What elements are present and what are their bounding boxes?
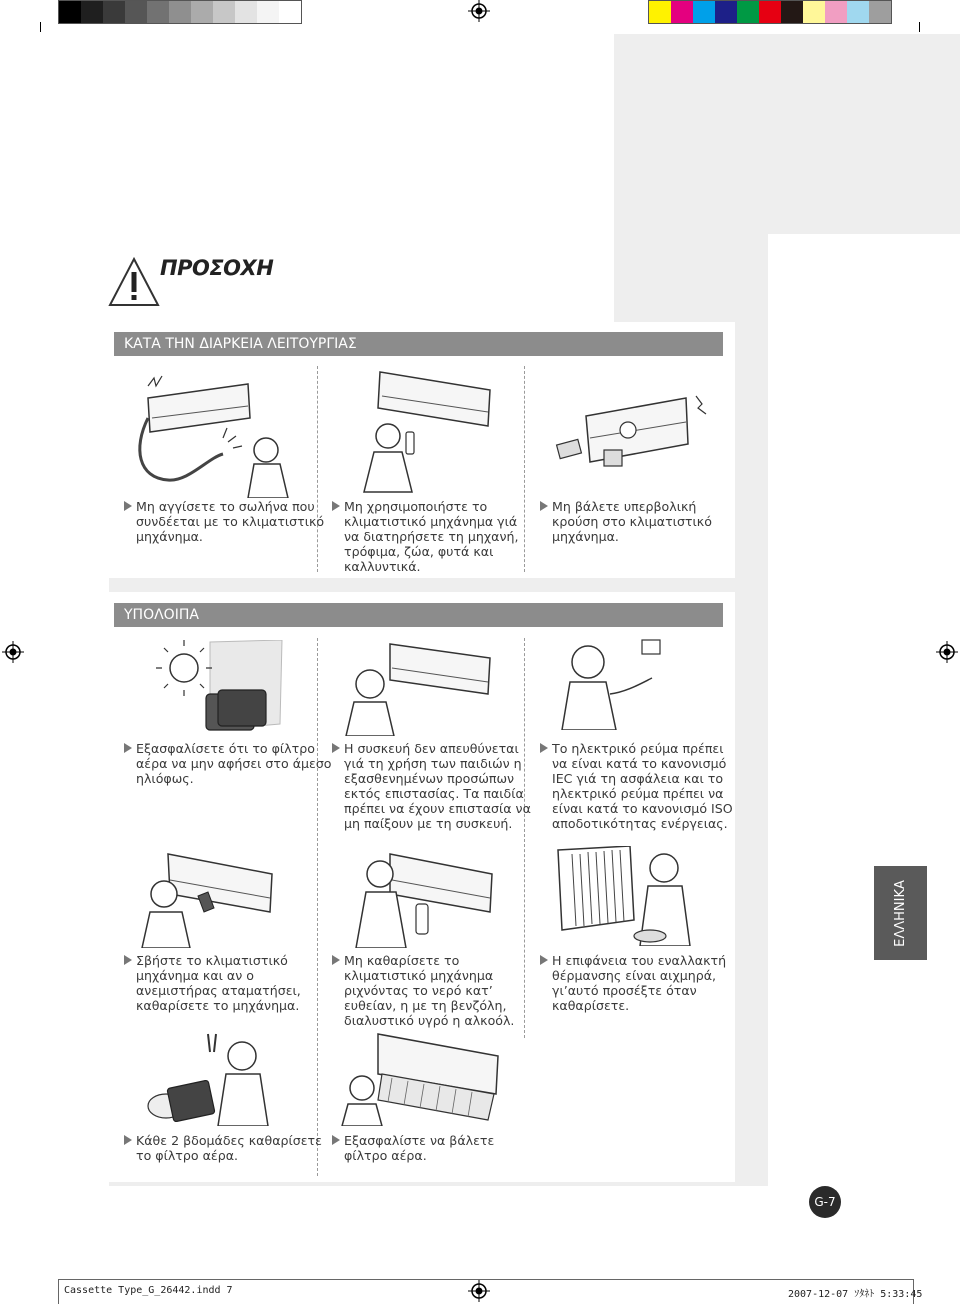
children-illustration xyxy=(340,636,500,736)
color-swatch xyxy=(737,1,759,23)
power-standard-illustration xyxy=(560,634,670,730)
section-heading-operation: ΚΑΤΑ ΤΗΝ ΔΙΑΡΚΕΙΑ ΛΕΙΤΟΥΡΓΙΑΣ xyxy=(114,332,723,356)
caption-line: κλιματιστικό μηχάνημα γιά xyxy=(344,514,518,529)
caption-line: μη παίξουν με τη συσκευή. xyxy=(344,816,513,831)
language-tab-label: ΕΛΛΗΝΙΚΑ xyxy=(893,879,909,947)
color-swatch xyxy=(715,1,737,23)
warning-triangle-icon xyxy=(108,256,160,308)
caption-line: Εξασφαλίσετε ότι το φίλτρο xyxy=(124,741,332,756)
page-number: G-7 xyxy=(809,1186,841,1218)
column-divider xyxy=(524,638,525,1038)
wipe-unit-illustration xyxy=(140,852,280,948)
color-swatch xyxy=(869,1,891,23)
caption-line: Το ηλεκτρικό ρεύμα πρέπει xyxy=(540,741,733,756)
color-swatch xyxy=(279,1,301,23)
color-swatch xyxy=(825,1,847,23)
caption-line: ηλιόφως. xyxy=(136,771,194,786)
color-swatch xyxy=(169,1,191,23)
bullet-triangle-icon xyxy=(332,501,340,511)
caption-line: Μη καθαρίσετε το xyxy=(332,953,514,968)
caption-line: καθαρίσετε το μηχάνημα. xyxy=(136,998,300,1013)
footer-file-name: Cassette Type_G_26442.indd 7 xyxy=(64,1285,233,1296)
color-swatch xyxy=(759,1,781,23)
color-swatch xyxy=(235,1,257,23)
bullet-triangle-icon xyxy=(332,955,340,965)
bullet-triangle-icon xyxy=(332,1135,340,1145)
caption-item xyxy=(332,953,514,1028)
registration-mark-icon xyxy=(936,641,958,663)
caption-item xyxy=(332,741,531,831)
caption-item xyxy=(540,499,712,544)
caption-line: διαλυστικό υγρό η αλκοόλ. xyxy=(344,1013,515,1028)
caption-line: αέρα να μην αφήσει στο άμεσο xyxy=(136,756,332,771)
caption-line: εξασθενημένων προσώπων xyxy=(344,771,515,786)
color-swatch xyxy=(257,1,279,23)
impact-illustration xyxy=(546,386,716,476)
bullet-triangle-icon xyxy=(540,501,548,511)
filter-sunlight-illustration xyxy=(150,640,290,740)
caption-line: ριχνόντας το νερό κατ’ xyxy=(344,983,493,998)
color-swatch xyxy=(103,1,125,23)
caption-line: Μη βάλετε υπερβολική xyxy=(540,499,712,514)
color-swatch xyxy=(649,1,671,23)
column-divider xyxy=(317,638,318,1176)
no-water-illustration xyxy=(346,852,496,948)
touch-hose-illustration xyxy=(128,368,298,498)
color-swatch xyxy=(59,1,81,23)
caption-item xyxy=(124,1133,322,1163)
caption-line: γι’αυτό προσέξτε όταν xyxy=(552,983,697,998)
caption-line: Η συσκευή δεν απευθύνεται xyxy=(332,741,531,756)
registration-mark-icon xyxy=(2,641,24,663)
bullet-triangle-icon xyxy=(332,743,340,753)
caption-item xyxy=(540,741,733,831)
color-swatch xyxy=(847,1,869,23)
caption-line: Σβήστε το κλιματιστικό xyxy=(124,953,301,968)
caption-line: Μη αγγίσετε το σωλήνα που xyxy=(124,499,324,514)
caption-item xyxy=(540,953,726,1013)
section-heading-other: ΥΠΟΛΟΙΠΑ xyxy=(114,603,723,627)
caption-line: Εξασφαλίστε να βάλετε xyxy=(332,1133,494,1148)
caption-line: Μη χρησιμοποιήστε το xyxy=(332,499,519,514)
color-calibration-bar xyxy=(648,0,892,24)
caption-line: γιά τη χρήση των παιδιών η xyxy=(344,756,522,771)
color-swatch xyxy=(671,1,693,23)
color-swatch xyxy=(693,1,715,23)
bullet-triangle-icon xyxy=(124,743,132,753)
caption-item xyxy=(124,499,324,544)
caption-line: μηχάνημα. xyxy=(552,529,619,544)
caption-item xyxy=(124,741,332,786)
caption-line: είναι κατά το κανονισμό ISO xyxy=(552,801,733,816)
color-swatch xyxy=(147,1,169,23)
caption-line: ανεμιστήρας αταματήσει, xyxy=(136,983,301,998)
registration-mark-icon xyxy=(468,0,490,22)
sharp-fins-illustration xyxy=(554,846,694,946)
caption-line: εκτός επιστασίας. Τα παιδία xyxy=(344,786,524,801)
color-swatch xyxy=(781,1,803,23)
caption-line: καθαρίσετε. xyxy=(552,998,630,1013)
caption-item xyxy=(332,499,519,574)
caption-line: φίλτρο αέρα. xyxy=(344,1148,427,1163)
caption-line: θέρμανσης είναι αιχμηρά, xyxy=(552,968,717,983)
caption-line: Η επιφάνεια του εναλλακτή xyxy=(540,953,726,968)
page-background-block xyxy=(614,34,960,234)
page-title: ΠΡΟΣΟΧΗ xyxy=(160,256,274,280)
footer-timestamp: 2007-12-07 ｿﾀﾈﾄ 5:33:45 xyxy=(788,1289,923,1300)
insert-filter-illustration xyxy=(338,1030,502,1126)
clean-filter-illustration xyxy=(142,1026,282,1126)
bullet-triangle-icon xyxy=(540,955,548,965)
gray-calibration-bar xyxy=(58,0,302,24)
caption-line: τρόφιμα, ζώα, φυτά και xyxy=(344,544,494,559)
bullet-triangle-icon xyxy=(124,501,132,511)
caption-item xyxy=(124,953,301,1013)
caption-item xyxy=(332,1133,494,1163)
food-storage-illustration xyxy=(350,366,500,496)
column-divider xyxy=(524,366,525,572)
caption-line: συνδέεται με το κλιματιστικό xyxy=(136,514,325,529)
color-swatch xyxy=(81,1,103,23)
color-swatch xyxy=(191,1,213,23)
caption-line: το φίλτρο αέρα. xyxy=(136,1148,239,1163)
caption-line: κλιματιστικό μηχάνημα xyxy=(344,968,494,983)
bullet-triangle-icon xyxy=(124,1135,132,1145)
color-swatch xyxy=(125,1,147,23)
color-swatch xyxy=(213,1,235,23)
caption-line: κρούση στο κλιματιστικό xyxy=(552,514,712,529)
caption-line: μηχάνημα. xyxy=(136,529,203,544)
caption-line: αποδοτικότητας ενέργειας. xyxy=(552,816,728,831)
crop-mark xyxy=(919,22,920,32)
bullet-triangle-icon xyxy=(540,743,548,753)
caption-line: ευθείαν, η με τη βενζόλη, xyxy=(344,998,507,1013)
caption-line: μηχάνημα και αν ο xyxy=(136,968,254,983)
caption-line: καλλυντικά. xyxy=(344,559,421,574)
caption-line: ηλεκτρικό ρεύμα πρέπει να xyxy=(552,786,724,801)
crop-mark xyxy=(40,22,41,32)
bullet-triangle-icon xyxy=(124,955,132,965)
caption-line: Κάθε 2 βδομάδες καθαρίσετε xyxy=(124,1133,322,1148)
caption-line: πρέπει να έχουν επιστασία να xyxy=(344,801,531,816)
caption-line: να είναι κατά το κανονισμό xyxy=(552,756,727,771)
caption-line: IEC γιά τη ασφάλεια και το xyxy=(552,771,724,786)
caption-line: να διατηρήσετε τη μηχανή, xyxy=(344,529,519,544)
color-swatch xyxy=(803,1,825,23)
